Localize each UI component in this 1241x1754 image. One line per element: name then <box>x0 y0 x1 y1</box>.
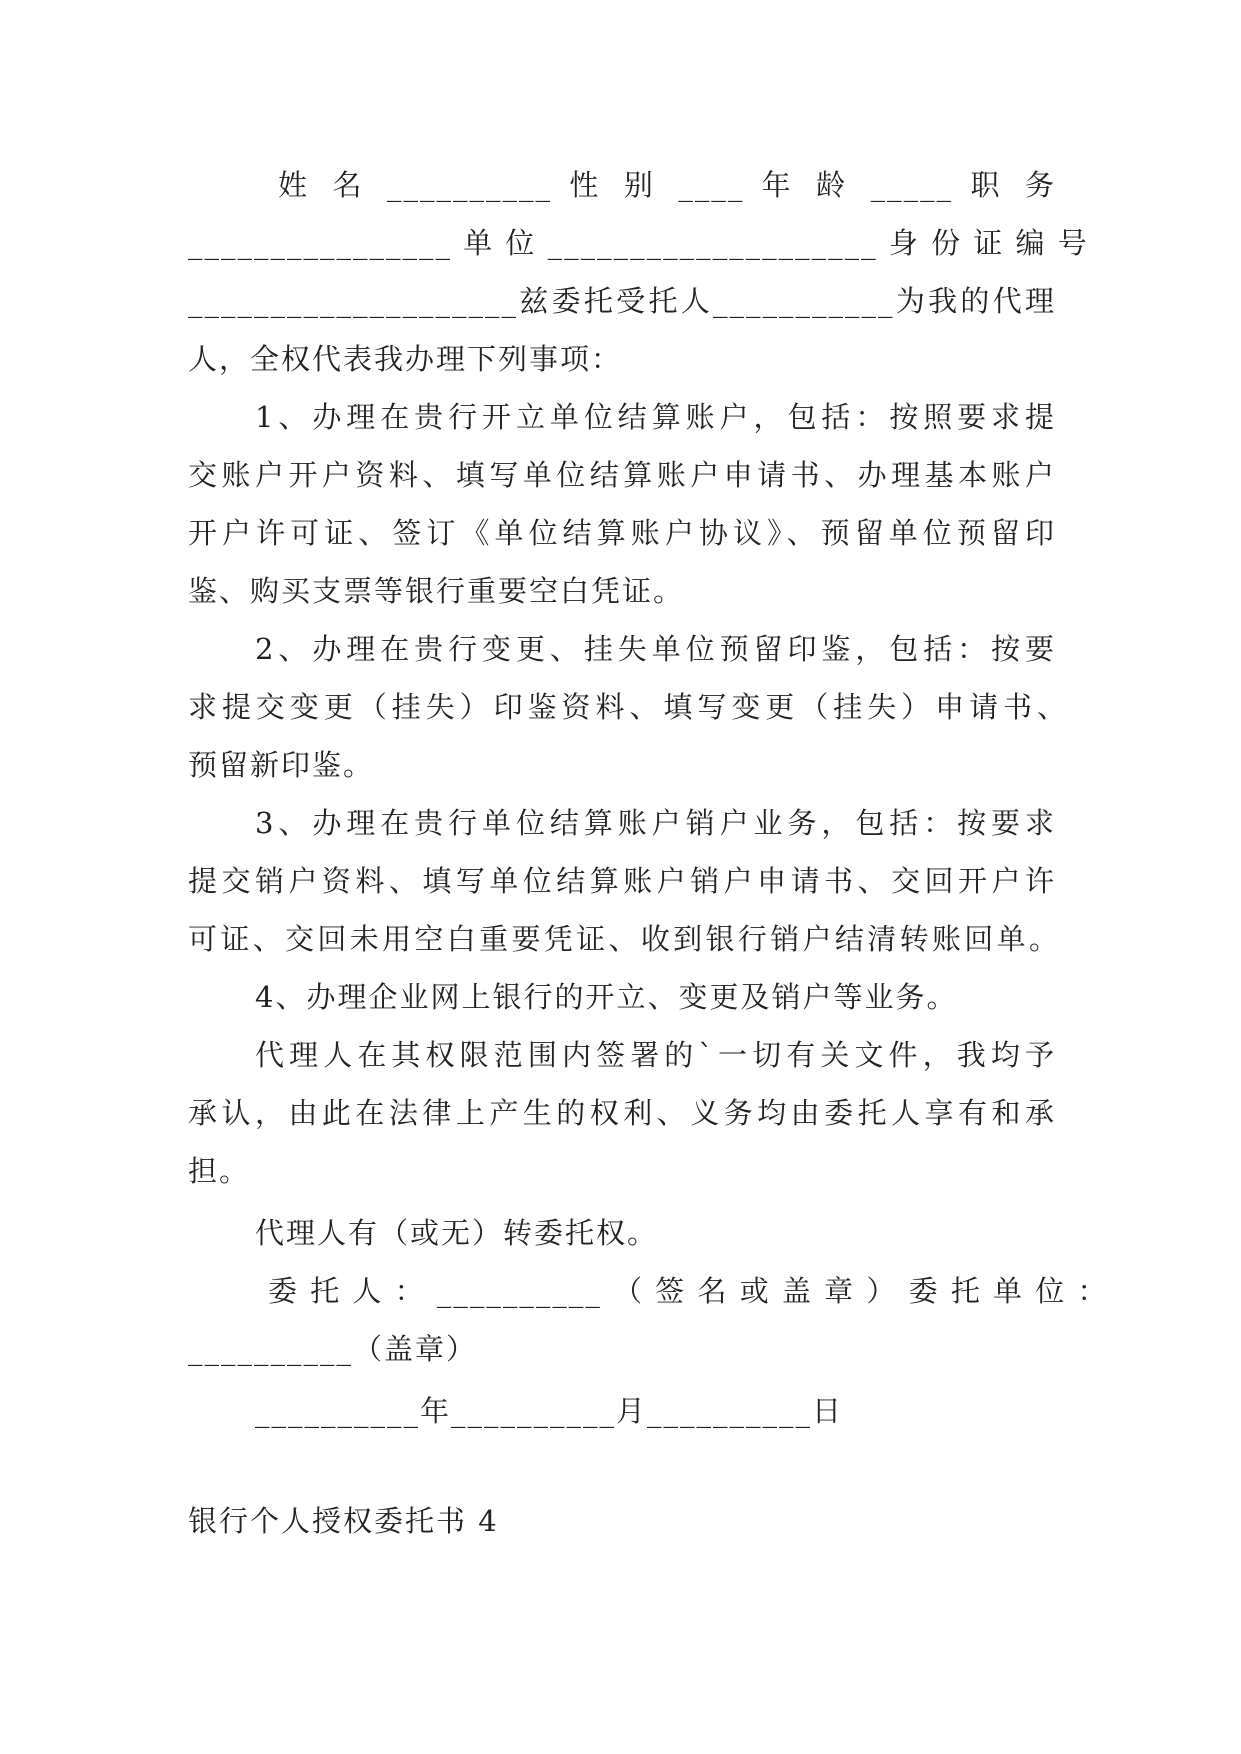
item-1-line-1: 1、办理在贵行开立单位结算账户，包括：按照要求提 <box>255 400 1056 434</box>
acknowledgement-line-3: 担。 <box>188 1154 251 1188</box>
signature-line-seal: __________（盖章） <box>188 1332 478 1366</box>
item-3-line-1: 3、办理在贵行单位结算账户销户业务，包括：按要求 <box>255 806 1056 840</box>
item-1-line-3: 开户许可证、签订《单位结算账户协议》、预留单位预留印 <box>188 516 1056 550</box>
signature-line-principal: 委 托 人 ： __________ （ 签 名 或 盖 章 ） 委 托 单 位 ： <box>268 1274 1109 1308</box>
item-2-line-2: 求提交变更（挂失）印鉴资料、填写变更（挂失）申请书、 <box>188 690 1068 724</box>
item-1-line-2: 交账户开户资料、填写单位结算账户申请书、办理基本账户 <box>188 458 1056 492</box>
item-2-line-3: 预留新印鉴。 <box>188 748 375 782</box>
acknowledgement-line-1: 代理人在其权限范围内签署的`一切有关文件，我均予 <box>255 1038 1056 1072</box>
sub-delegation-clause: 代理人有（或无）转委托权。 <box>255 1216 659 1250</box>
item-2-line-1: 2、办理在贵行变更、挂失单位预留印鉴，包括：按要 <box>255 632 1056 666</box>
item-3-line-2: 提交销户资料、填写单位结算账户销户申请书、交回开户许 <box>188 864 1056 898</box>
date-line: __________年__________月__________日 <box>255 1394 844 1428</box>
acknowledgement-line-2: 承认，由此在法律上产生的权利、义务均由委托人享有和承 <box>188 1096 1056 1130</box>
item-1-line-4: 鉴、购买支票等银行重要空白凭证。 <box>188 574 685 608</box>
next-document-heading: 银行个人授权委托书 4 <box>188 1504 499 1538</box>
item-4-line-1: 4、办理企业网上银行的开立、变更及销户等业务。 <box>255 980 958 1014</box>
item-3-line-3: 可证、交回未用空白重要凭证、收到银行销户结清转账回单。 <box>188 922 1060 956</box>
form-line-name-gender-age-position: 姓 名 __________ 性 别 ____ 年 龄 _____ 职 务 <box>278 168 1056 202</box>
paragraph-intro-end: 人，全权代表我办理下列事项： <box>188 342 623 376</box>
form-line-unit-id-number: ________________ 单 位 ____________________ 身 份 证 编 号 <box>188 226 1089 260</box>
form-line-entrust-agent: ____________________兹委托受托人___________为我的代理 <box>188 284 1056 318</box>
